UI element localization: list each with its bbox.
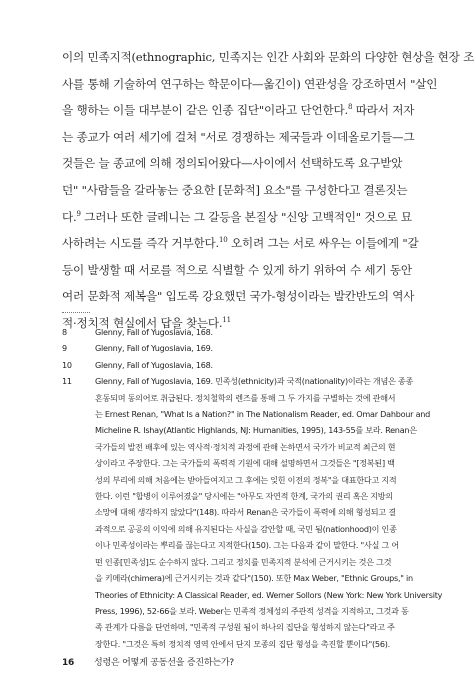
footnote-10 [62, 357, 412, 373]
footnote-line: 혼동되며 동의어로 취급된다. 정치철학의 렌즈를 통해 그 두 가지를 구별하는 것에 관해서 [95, 392, 396, 403]
footnotes [62, 324, 443, 652]
footnote-line: 떤 인종[민족성]도 순수하지 않다. 그리고 정치를 민족지적 분석에 근거시키는 것은 그것 [95, 556, 392, 567]
footnote-line: 상이라고 주장한다. 그는 국가들의 폭력적 기원에 대해 설명하면서 그것들은 "[정복된] 백 [95, 458, 395, 469]
footnote-line: 이나 민족성이라는 뿌리를 끊는다고 지적한다(150). 그는 다음과 같이 말한다. "사실 그 어 [95, 540, 399, 551]
footnote-text [95, 340, 412, 356]
footnote-line: Press, 1996), 52-66을 보라. Weber는 민족적 정체성의 주관적 성격을 지적하고, 그것과 동 [95, 605, 409, 616]
footnote-line: Glenny, Fall of Yugoslavia, 169. 민족성(ethnicity)과 국적(nationality)이라는 개념은 종종 [95, 376, 414, 387]
footnote-line: 소망에 대해 생각하지 않았다"(148). 따라서 Renan은 국가들이 폭력에 의해 형성되고 결 [95, 507, 396, 518]
footnote-line: Glenny, Fall of Yugoslavia, 168. [95, 327, 213, 337]
running-title: 성령은 어떻게 공동선을 증진하는가? [94, 658, 234, 668]
body-line-8 [62, 230, 419, 257]
footnote-line: Theories of Ethnicity: A Classical Reader, ed. Werner Sollors (New York: New York University [95, 589, 443, 600]
footnote-line: 을 키메라(chimera)에 근거시키는 것과 같다"(150). 또한 Max Weber, "Ethnic Groups," in [95, 573, 413, 584]
footnote-line: 과적으로 공공의 이익에 의해 유지된다는 사실을 감안할 때, 국민 됨(nationhood)이 인종 [95, 523, 397, 534]
body-line-3-text: 을 행하는 이들 대부분이 같은 인종 집단"이라고 단언한다. [62, 103, 349, 118]
footnote-text [95, 373, 442, 652]
body-line-5: 것들은 늘 종교에 의해 정의되어왔다—사이에서 선택하도록 요구받았 [62, 156, 403, 171]
body-line-8-tail: 오히려 그는 서로 싸우는 이들에게 "갈 [227, 236, 419, 251]
body-line-9: 등이 발생할 때 서로를 적으로 식별할 수 있게 하기 위하여 수 세기 동안 [62, 262, 412, 277]
main-body-text [62, 44, 474, 337]
footnote-ref-9: 9 [76, 209, 81, 218]
footnote-line: Glenny, Fall of Yugoslavia, 168. [95, 359, 213, 370]
footnote-11 [62, 373, 443, 652]
body-line-1: 이의 민족지적(ethnographic, 민족지는 인간 사회와 문화의 다양한 현상을 현장 조 [62, 50, 474, 64]
body-line-11-text: 적·정치적 현실에서 답을 찾는다. [62, 315, 223, 330]
body-line-6: 던" "사람들을 갈라놓는 중요한 [문화적] 요소"를 구성한다고 결론짓는 [62, 182, 408, 197]
footnote-line: 한다. 이런 "합병이 이루어졌을" 당시에는 "아무도 자연적 한계, 국가의 권리 혹은 지방의 [95, 491, 393, 502]
body-line-8-text: 사하려는 시도를 즉각 거부한다. [62, 236, 219, 251]
footnote-divider [62, 312, 90, 313]
body-line-4: 는 종교가 여러 세기에 걸쳐 "서로 경쟁하는 제국들과 이데올로기들—그 [62, 129, 415, 144]
footnote-number: 10 [62, 359, 72, 370]
footnote-line: 는 Ernest Renan, "What Is a Nation?" in The Nationalism Reader, ed. Omar Dahbour and [95, 409, 431, 420]
footnote-number: 8 [62, 327, 67, 337]
page-number: 16 [62, 658, 75, 668]
footnote-line: 국가들의 발전 배후에 있는 역사적·정치적 과정에 관해 논하면서 국가가 비교적 최근의 현 [95, 441, 396, 452]
footnote-8 [62, 324, 412, 340]
body-line-7-tail: 그러나 또한 글레니는 그 갈등을 본질상 "신앙 고백적인" 것으로 묘 [80, 209, 412, 224]
footnote-ref-11: 11 [222, 315, 231, 324]
footnote-line: 장한다. "그것은 특히 정치적 영역 안에서 단지 모종의 집단 형성을 촉진할 뿐이다"(56). [95, 638, 390, 649]
body-line-10: 여러 문화적 제복을" 입도록 강요했던 국가-형성이라는 발칸반도의 역사 [62, 289, 415, 304]
footnote-9 [62, 340, 412, 356]
body-line-7-text: 다. [62, 209, 77, 224]
footnote-number: 9 [62, 343, 67, 354]
footnote-text [95, 357, 412, 373]
footnote-line: Glenny, Fall of Yugoslavia, 169. [95, 343, 213, 354]
footnote-ref-8: 8 [348, 103, 353, 112]
footnote-line: 성의 부리에 의해 처음에는 받아들여지고 그 후에는 잊힌 이전의 정복"을 대표한다고 지적 [95, 474, 397, 485]
page-footer [62, 655, 410, 668]
footnote-line: Micheline R. Ishay(Atlantic Highlands, NJ: Humanities, 1995), 143-55를 보라. Renan은 [95, 425, 417, 436]
body-line-7 [62, 204, 410, 231]
footnote-text [95, 324, 412, 340]
body-line-3-tail: 따라서 저자 [352, 103, 415, 118]
body-line-2: 사를 통해 기술하여 연구하는 학문이다—옮긴이) 연관성을 강조하면서 "살인 [62, 76, 438, 91]
footnote-number: 11 [62, 376, 72, 387]
footnote-ref-10: 10 [218, 236, 228, 245]
footnote-line: 족 관계가 다름을 단언하며, "민족적 구성원 됨이 하나의 집단을 형성하지 않는다"라고 주 [95, 622, 395, 633]
body-line-3 [62, 97, 415, 124]
